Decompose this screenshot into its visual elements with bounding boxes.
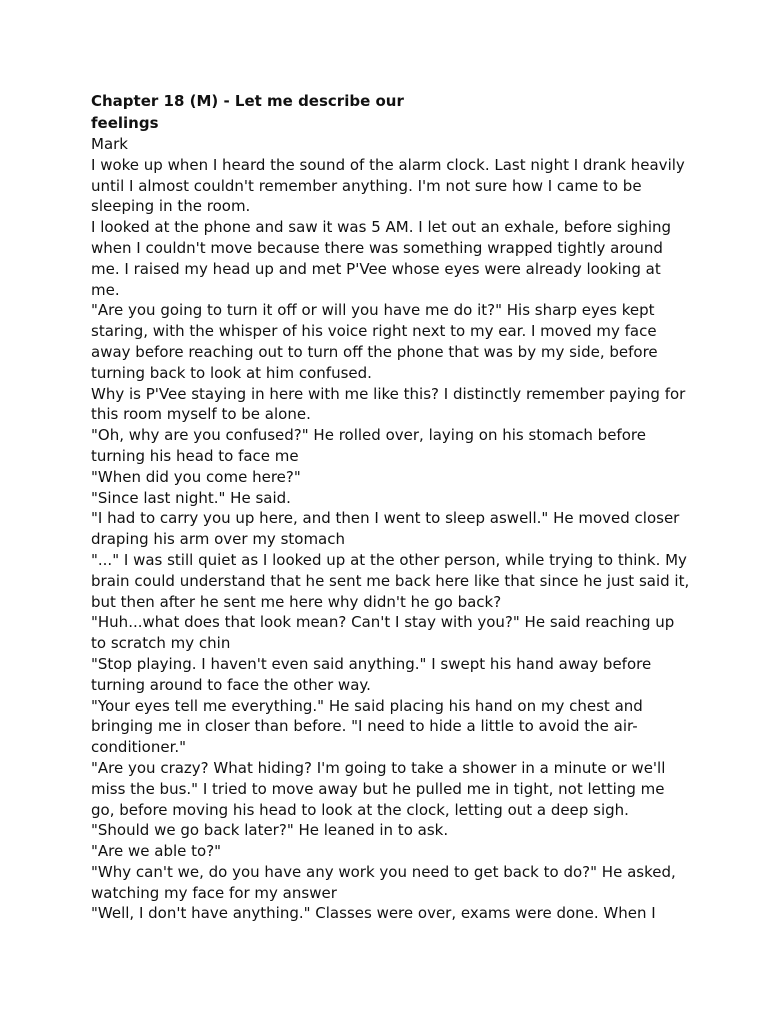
paragraph: "Should we go back later?" He leaned in to ask. <box>91 821 449 840</box>
paragraph: "Your eyes tell me everything." He said placing his hand on my chest and bringing me in closer than before. "I need to hide a little to avoid the air-conditioner." <box>91 696 643 757</box>
paragraph: "Are you going to turn it off or will you have me do it?" His sharp eyes kept staring, with the whisper of his voice right next to my ear. I moved my face away before reaching out to turn off the phone that was by my side, before turning back to look at him confused. <box>91 301 658 382</box>
paragraph: "Stop playing. I haven't even said anything." I swept his hand away before turning around to face the other way. <box>91 654 652 694</box>
paragraph-speaker: Mark <box>91 135 128 153</box>
paragraph: "Oh, why are you confused?" He rolled over, laying on his stomach before turning his head to face me <box>91 426 646 465</box>
paragraph: I woke up when I heard the sound of the alarm clock. Last night I drank heavily until I almost couldn't remember anything. I'm not sure how I came to be sleeping in the room. <box>91 155 685 216</box>
chapter-title-line-1: Chapter 18 (M) - Let me describe our <box>91 92 404 110</box>
paragraph: "Why can't we, do you have any work you need to get back to do?" He asked, watching my face for my answer <box>91 862 676 902</box>
paragraph: I looked at the phone and saw it was 5 AM. I let out an exhale, before sighing when I couldn't move because there was something wrapped tightly around me. I raised my head up and met P'Vee whose eyes were already looking at me. <box>91 218 672 299</box>
chapter-title <box>91 91 691 134</box>
paragraph: "I had to carry you up here, and then I went to sleep aswell." He moved closer draping his arm over my stomach <box>91 509 680 549</box>
paragraph: Why is P'Vee staying in here with me like this? I distinctly remember paying for this room myself to be alone. <box>91 384 686 424</box>
paragraph: "When did you come here?" <box>91 467 301 486</box>
paragraph: "Are we able to?" <box>91 842 222 861</box>
chapter-title-line-2: feelings <box>91 113 159 132</box>
document-page <box>91 91 691 924</box>
paragraph: "Are you crazy? What hiding? I'm going to take a shower in a minute or we'll miss the bus." I tried to move away but he pulled me in tight, not letting me go, before moving his head to look at the clock, letting out a deep sigh. <box>91 758 666 819</box>
paragraph: "..." I was still quiet as I looked up at the other person, while trying to think. My brain could understand that he sent me back here like that since he just said it, but then after he sent me here why didn't he go back? <box>91 550 690 611</box>
paragraph: "Since last night." He said. <box>91 488 291 507</box>
paragraph: "Well, I don't have anything." Classes were over, exams were done. When I <box>91 904 656 923</box>
paragraph: "Huh...what does that look mean? Can't I stay with you?" He said reaching up to scratch my chin <box>91 613 675 653</box>
chapter-body <box>91 134 691 924</box>
